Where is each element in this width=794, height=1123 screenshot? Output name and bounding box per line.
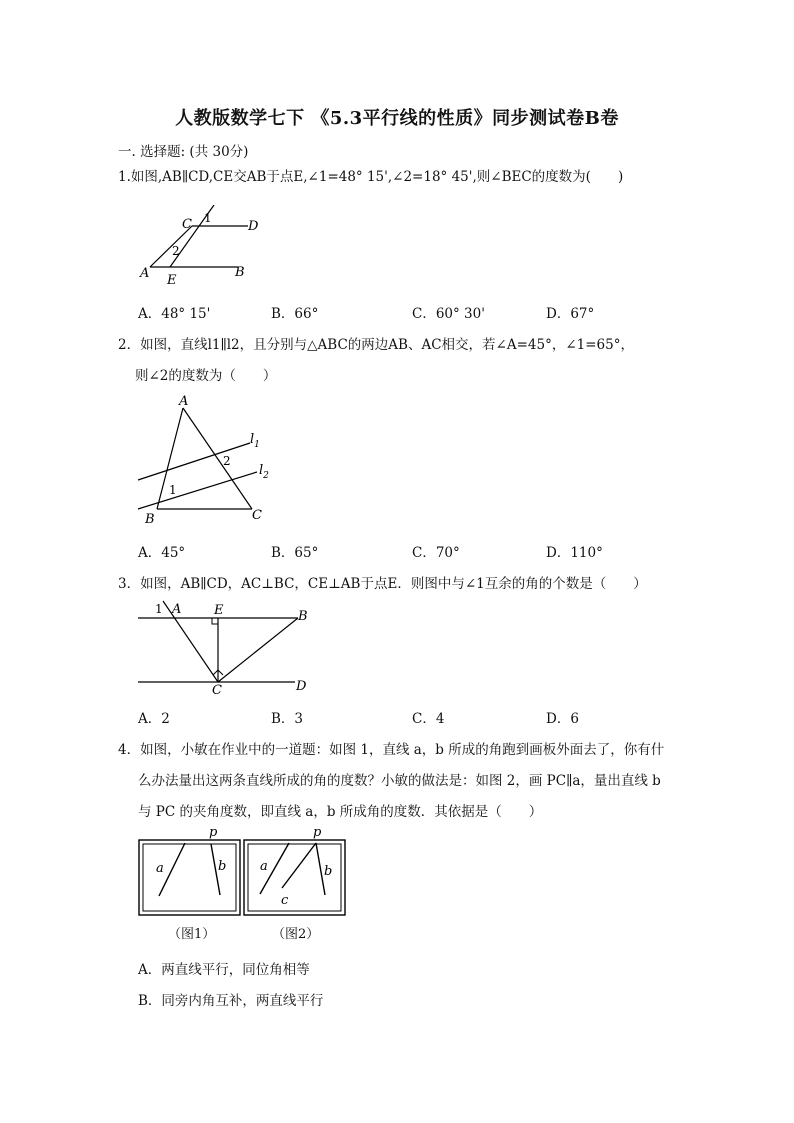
- fig1-label-p: p: [209, 825, 218, 840]
- q3-option-c: C．4: [412, 711, 445, 727]
- fig1-label-a: a: [156, 861, 164, 876]
- label-c: C: [182, 217, 192, 232]
- angle-1-label: 1: [155, 602, 163, 616]
- line-l1: [138, 443, 250, 480]
- fig2-line-pc: [282, 843, 316, 888]
- label-l1: $l_1$: [250, 432, 260, 450]
- angle-2-label: 2: [172, 244, 180, 258]
- label-l2: $l_2$: [259, 463, 269, 481]
- q3-option-b: B．3: [271, 711, 304, 727]
- q1-option-a: A．48° 15': [138, 306, 211, 322]
- fig2-label-b: b: [324, 864, 333, 879]
- question-2-stem-line1: 2．如图，直线l1∥l2，且分别与△ABC的两边AB、AC相交，若∠A=45°，∠1=65°，: [118, 337, 634, 353]
- q4-option-b: B．同旁内角互补，两直线平行: [138, 993, 324, 1009]
- section-heading: 一. 选择题: (共 30分): [118, 144, 249, 160]
- board-1-inner: [143, 844, 236, 911]
- board-1-outer: [139, 840, 240, 915]
- question-4-figures: [136, 822, 348, 922]
- label-a: A: [172, 602, 182, 617]
- q3-option-d: D．6: [546, 711, 579, 727]
- line-bc: [218, 618, 298, 682]
- label-e: E: [214, 603, 224, 618]
- label-b: B: [235, 265, 245, 280]
- label-e: E: [167, 273, 177, 288]
- question-2-stem-line2: 则∠2的度数为（ ）: [135, 368, 277, 384]
- q2-option-b: B．65°: [271, 545, 319, 561]
- question-3-figure: [135, 598, 315, 696]
- angle-1-label: 1: [169, 483, 177, 497]
- line-ac: [150, 226, 192, 267]
- label-a: A: [140, 266, 150, 281]
- question-2-figure: [135, 393, 285, 528]
- question-3-stem: 3．如图，AB∥CD，AC⊥BC，CE⊥AB于点E．则图中与∠1互余的角的个数是（ ）: [118, 576, 647, 592]
- angle-2-label: 2: [223, 454, 231, 468]
- question-1-figure: [130, 205, 270, 290]
- q1-option-b: B．66°: [271, 306, 319, 322]
- q1-option-d: D．67°: [546, 306, 595, 322]
- question-4-stem-line1: 4．如图，小敏在作业中的一道题：如图 1，直线 a，b 所成的角跑到画板外面去了，你有什: [118, 742, 665, 758]
- label-a: A: [179, 394, 189, 409]
- q4-option-a: A．两直线平行，同位角相等: [138, 962, 310, 978]
- label-c: C: [252, 508, 262, 523]
- side-ac: [183, 408, 252, 509]
- label-d: D: [248, 219, 259, 234]
- label-d: D: [296, 679, 307, 694]
- q3-option-a: A．2: [138, 711, 170, 727]
- figure-1-caption: （图1）: [168, 927, 216, 942]
- q2-option-a: A．45°: [138, 545, 186, 561]
- fig1-label-b: b: [218, 859, 227, 874]
- label-b: B: [298, 609, 308, 624]
- page-title: 人教版数学七下 《5.3平行线的性质》同步测试卷B卷: [175, 108, 619, 129]
- q2-option-d: D．110°: [546, 545, 603, 561]
- right-angle-mark-e: [212, 618, 218, 624]
- angle-1-label: 1: [204, 211, 212, 225]
- q2-option-c: C．70°: [412, 545, 460, 561]
- fig2-label-p: p: [313, 825, 322, 840]
- label-c: C: [212, 683, 222, 696]
- fig2-label-c: c: [281, 893, 289, 908]
- label-b: B: [145, 512, 155, 527]
- question-4-stem-line2: 么办法量出这两条直线所成的角的度数？小敏的做法是：如图 2，画 PC∥a，量出直线 b: [138, 773, 661, 789]
- q1-option-c: C．60° 30': [412, 306, 485, 322]
- fig2-label-a: a: [260, 859, 268, 874]
- question-1-stem: 1.如图,AB∥CD,CE交AB于点E,∠1=48° 15',∠2=18° 45',则∠BEC的度数为( ): [118, 169, 624, 185]
- figure-2-caption: （图2）: [272, 927, 320, 942]
- question-4-stem-line3: 与 PC 的夹角度数，即直线 a，b 所成角的度数．其依据是（ ）: [138, 804, 543, 820]
